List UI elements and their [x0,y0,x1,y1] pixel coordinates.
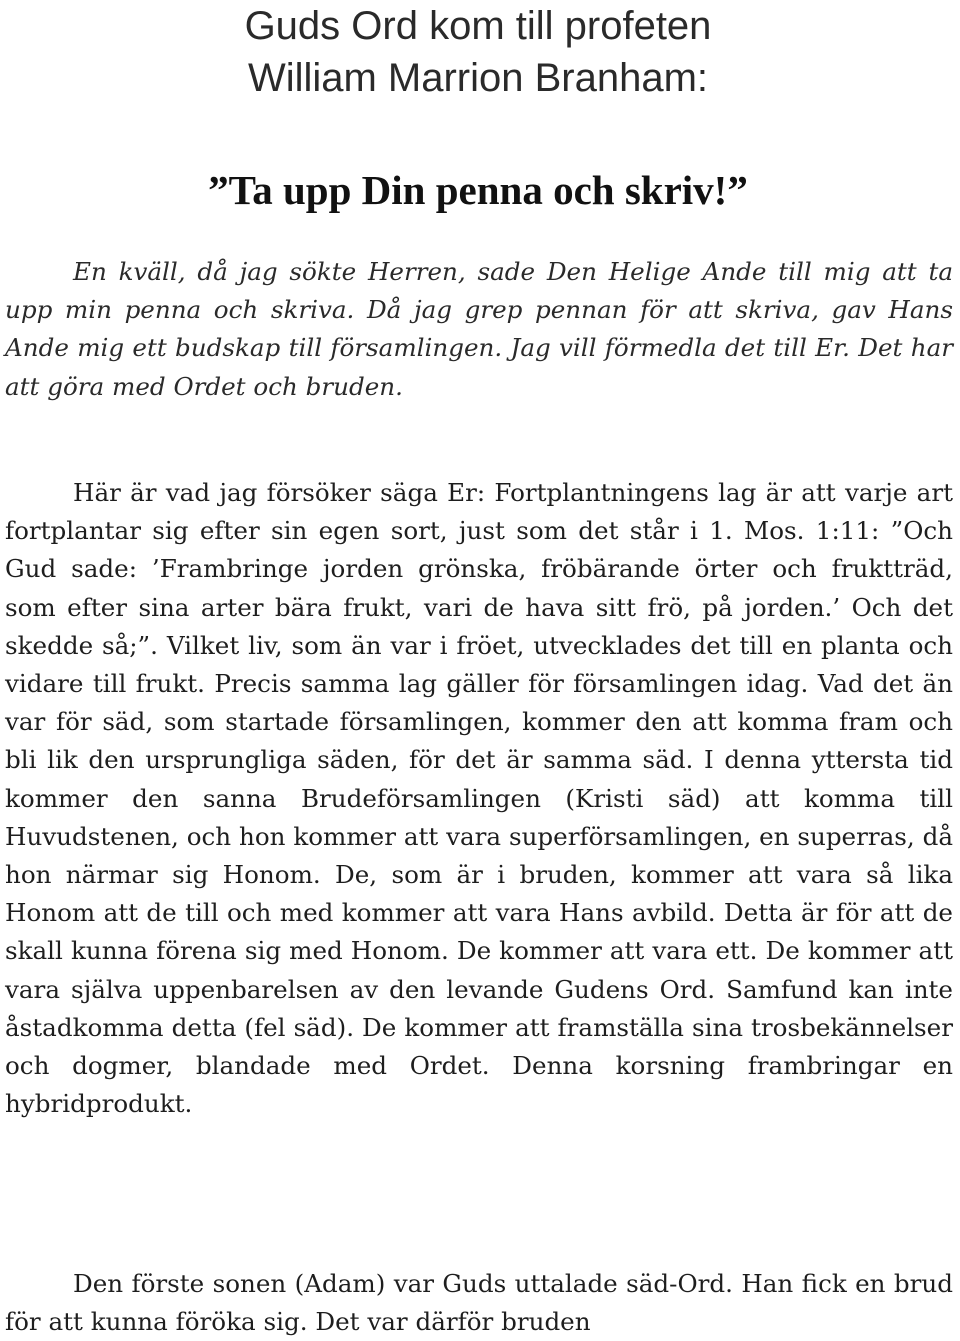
page-heading [0,0,956,104]
body-paragraph-text: Här är vad jag försöker säga Er: Fortplantningens lag är att varje art fortplantar sig efter sin egen sort, just som det står i 1. Mos. 1:11: ”Och Gud sade: ’Frambringe jorden grönska, fröbärande örter och fruktträd, som efter sina arter bära frukt, vari de hava sitt frö, på jorden.’ Och det skedde så;”. Vilket liv, som än var i fröet, utvecklades det till en planta och vidare till frukt. Precis samma lag gäller för församlingen idag. Vad det än var för säd, som startade församlingen, kommer den att komma fram och bli lik den ursprungliga säden, för det är samma säd. I denna yttersta tid kommer den sanna Brudeförsamlingen (Kristi säd) att komma till Huvudstenen, och hon kommer att vara superförsamlingen, en superras, då hon närmar sig Honom. De, som är i bruden, kommer att vara så lika Honom att de till och med kommer att vara Hans avbild. Detta är för att de skall kunna förena sig med Honom. De kommer att vara ett. De kommer att vara själva uppenbarelsen av den levande Gudens Ord. Samfund kan inte åstadkomma detta (fel säd). De kommer att framställa sina trosbekännelser och dogmer, blandade med Ordet. Denna korsning frambringar en hybridprodukt. [5,478,953,1119]
intro-paragraph [5,253,953,406]
heading-line-1: Guds Ord kom till profeten [244,4,712,48]
page-subtitle: ”Ta upp Din penna och skriv!” [208,167,748,213]
closing-paragraph-text: Den förste sonen (Adam) var Guds uttalade säd-Ord. Han fick en brud för att kunna föröka sig. Det var därför bruden [5,1269,953,1337]
closing-paragraph [5,1265,953,1341]
body-paragraph [5,474,953,1123]
intro-paragraph-text: En kväll, då jag sökte Herren, sade Den Helige Ande till mig att ta upp min penna och skriva. Då jag grep pennan för att skriva, gav Hans Ande mig ett budskap till församlingen. Jag vill förmedla det till Er. Det har att göra med Ordet och bruden. [5,257,953,401]
heading-line-2: William Marrion Branham: [247,56,709,100]
